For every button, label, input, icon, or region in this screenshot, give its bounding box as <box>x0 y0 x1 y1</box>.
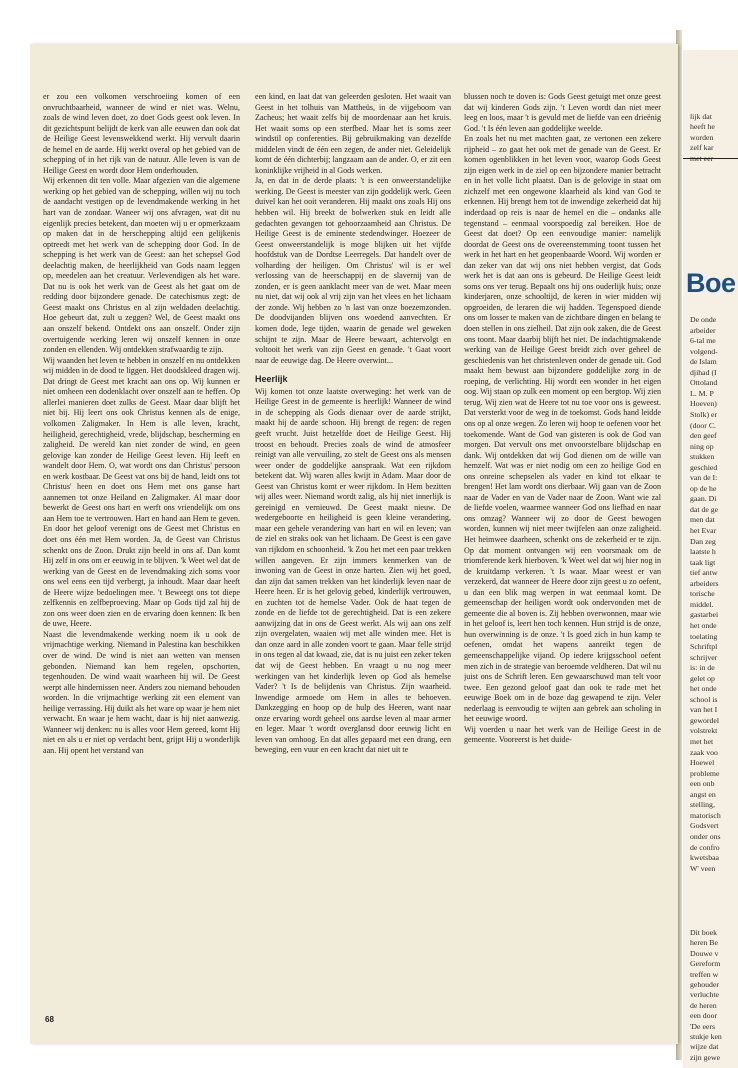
next-page-line: taak ligt <box>690 557 716 567</box>
next-page-line: (door C. <box>690 420 716 430</box>
next-page-line: matorisch <box>690 810 721 820</box>
paragraph: blussen noch te doven is: Gods Geest getuigt met onze geest dat wij kinderen Gods zijn. 't Leven wordt dan niet meer leeg en loos, maar 't is gevuld met de liefde van een drieënig God. 't Is één leven aan goddelijke weelde. <box>464 92 661 133</box>
next-page-line: school is <box>690 694 718 704</box>
next-page-line: heren Be <box>690 938 718 948</box>
next-page-line: W' veen <box>690 863 716 873</box>
next-page-line: volgend- <box>690 346 718 356</box>
next-page-line: een door <box>690 1011 718 1021</box>
next-page-line: gaan. Di <box>690 494 717 504</box>
next-page-line: een onb <box>690 779 715 789</box>
next-page-line: Hoewel <box>690 758 715 768</box>
paragraph: Wij voerden u naar het werk van de Heilige Geest in de gemeente. Vooreerst is het duide- <box>464 724 661 745</box>
next-page-line: Hoeven) <box>690 399 717 409</box>
next-page-line: onder ons <box>690 831 721 841</box>
paragraph: Wij komen tot onze laatste overweging: het werk van de Heilige Geest in de gemeente is heerlijk! Wanneer de wind in de schepping als Gods dienaar over de aarde strijkt, maakt hij de aarde schoon. Hij brengt de regen: de regen geeft vrucht. Juist hetzelfde doet de Heilige Geest. Hij troost en behoudt. Precies zoals de wind de atmosfeer reinigt van alle vervuiling, zo stelt de Geest ons als mensen weer onder de goddelijke aanspraak. Wat een rijkdom betekent dat. Wij waren alles kwijt in Adam. Maar door de Geest van Christus komt er weer rijkdom. In Hem bezitten wij alles weer. Niemand wordt zalig, als hij niet innerlijk is gereinigd en vernieuwd. De Geest maakt nieuw. De wedergeboorte en heiligheid is geen kleine verandering, maar een gehele verandering van hart en wil en leven; van de ziel en straks ook van het lichaam. De Geest is een gave van rijkdom en schoonheid. 'k Zou het met een paar trekken willen aangeven. Er zijn immers kenmerken van de inwoning van de Geest in onze harten. Zien wij het goed, dan zijn dat samen trekken van het kinderlijk leven naar de Heere heen. Er is het gelovig gebed, kinderlijk vertrouwen, en zuchten tot de hemelse Vader. Ook de haat tegen de zonde en de liefde tot de gerechtigheid. Dat is een zekere aanwijzing dat in ons de Geest werkt. Als wij aan ons zelf zijn overgelaten, waaien wij met alle winden mee. Het is dan onze aard in alle zonden voort te gaan. Maar felle strijd in ons tegen al dat kwaad, zie, dat is nu juist een zeker teken dat wij de Geest hebben. En vraagt u nu nog meer werkingen van het kinderlijk leven op God als hemelse Vader? 't Is de belijdenis van Christus. Zijn waarheid. Inwendige armoede om Hem in alles te behoeven. Dankzegging en hoop op de hulp des Heeren, want naar onze ervaring wordt geheel ons aardse leven al maar armer en leger. Maar 't wordt overglansd door eeuwig licht en leven van omhoog. En dat alles gepaard met een drang, een beweging, een vuur en een kracht dat niet uit te <box>255 386 451 755</box>
next-page-line: lijk dat <box>690 112 712 121</box>
next-page-line: met eer <box>690 153 714 163</box>
next-page-line: verluchte <box>690 990 720 1000</box>
next-page-line: op de he <box>690 483 717 493</box>
next-page-line: stelling, <box>690 800 715 810</box>
next-page-line: 6-tal me <box>690 336 716 346</box>
next-page-line: van het I <box>690 705 718 715</box>
next-page-line: het onde <box>690 620 717 630</box>
next-page-line: de Islam <box>690 357 717 367</box>
next-page-fragment <box>683 50 738 1068</box>
next-page-line: djihad (I <box>690 367 717 377</box>
next-page-line: den geef <box>690 431 717 441</box>
next-page-line: het Evar <box>690 526 717 535</box>
next-page-line: 'De eers <box>690 1021 715 1031</box>
next-page-line: L. M. P <box>690 388 714 398</box>
next-page-line: zaak voo <box>690 747 718 757</box>
next-page-line: torische <box>690 589 715 599</box>
next-page-line: schrijver <box>690 652 718 662</box>
paragraph: Naast die levendmakende werking noem ik u ook de vrijmachtige werking. Niemand in Palestina kan beschikken over de wind. De wind is niet aan wetten van mensen gebonden. Niemand kan hem regelen, opschorten, tegenhouden. De wind waait waarheen hij wil. De Geest werpt alle hindernissen neer. Anders zou niemand behouden worden. In die vrijmachtige werking zit een element van heilige verrassing. Hij duikt als het ware op waar je hem niet verwacht. En waar je hem wacht, daar is hij niet aanwezig. Wanneer wij denken: nu is alles voor Hem gereed, komt Hij niet en als u er niet op verdacht bent, grijpt Hij u wonderlijk aan. Hij opent het verstand van <box>43 629 240 755</box>
next-page-line: gelet op <box>690 673 715 683</box>
paragraph: En zoals het nu met machten gaat, ze vertonen een zekere rijpheid – zo gaat het ook met de genade van de Geest. Er komen ogenblikken in het leven voor, waarop Gods Geest zijn eigen werk in de ziel op een bijzondere manier betracht en in het volle licht plaatst. Dan is de gelovige in staat om zichzelf met een ongewone klaarheid als kind van God te erkennen. Hij brengt hem tot de inwendige zekerheid dat hij inderdaad op reis is naar de hemel en die – ondanks alle tegenstand – eenmaal voorspoedig zal bereiken. Hoe de Geest dat doet? Op een eenvoudige manier: namelijk doordat de Geest ons de overeenstemming toont tussen het werk in het hart en het geopenbaarde Woord. Wij worden er dan zeker van dat wij ons niet hebben vergist, dat Gods werk het is dat aan ons is gebeurd. De Heilige Geest leidt soms ons ver terug. Bepaalt ons hij ons ouderlijk huis; onze kinderjaren, onze schooltijd, de keren in wier midden wij opgroeiden, de leraren die wij hadden. Tegenspoed diende ons om losser te maken van de zichtbare dingen en belang te doen stellen in ons zielheil. Dat zijn ook zaken, die de Geest ons toont. Maar daarbij blijft het niet. De indachtigmakende werking van de Heilige Geest breidt zich over geheel de geschiedenis van het christenleven onder de genade uit. God maakt hem bewust aan bijzondere goddelijke zorg in de roeping, de verlichting. Hij wordt een wonder in het eigen oog. Wij staan op zulk een moment op een bergtop. Wij zien terug. Wij zien wat de Heere tot nu toe voor ons is geweest. Dat versterkt voor de weg in de toekomst. Gods hand leidde ons op al onze wegen. Zo leren wij hoop te oefenen voor het toekomende. Want de God van gisteren is ook de God van morgen. Dat vervult ons met onvoorstelbare blijdschap en dank. Wij ontdekken dat wij God dienen om de wille van hemzelf. Wat was er niet nodig om een zo heilige God en ons onreine schepselen als vader en kind tot elkaar te brengen! Het lam wordt ons dierbaar. Wij gaan van de Zoon naar de Vader en van de Vader naar de Zoon. Want wie zal de liefde voelen, waarmee wanneer God ons liefhad en naar ons omzag? Wanneer wij zo door de Geest bewogen worden, kunnen wij niet meer twijfelen aan onze zaligheid. Het heimwee daarheen, schenkt ons de zekerheid er te zijn. Op dat moment ontvangen wij een voorsmaak om de triomferende kerk hierboven. 'k Weet wel dat wij hier nog in de kruitdamp verkeren. 't Is waar. Maar weest er van verzekerd, dat wanneer de Heere door zijn geest u zo oefent, u dan een blik mag werpen in wat eenmaal komt. De gemeenschap der heiligen wordt ook ondervonden met de gemeente die al boven is. Zij hebben overwonnen, maar wie in het geloof is, leert hen toch kennen. Hun strijd is de onze, hun overwinning is de onze. 't Is goed zich in hun kamp te oefenen, omdat het wapens aanreikt tegen de gemeenschappelijke vijand. Op iedere krijgsschool oefent men zich in de strategie van beroemde veldheren. Dat wil nu juist ons de Schrift leren. Een gewaarschuwd man telt voor twee. Een gezond geloof gaat dan ook te rade met het eeuwige Boek om in de boze dag gewapend te zijn. Veler nederlaag is eenvoudig te wijten aan gebrek aan scholing in het eeuwige woord. <box>464 134 661 724</box>
next-page-line: gehouder <box>690 980 720 989</box>
next-page-line: middel. <box>690 599 714 609</box>
next-page-line: de heren <box>690 1000 717 1010</box>
next-page-line: Schriftpl <box>690 642 718 652</box>
next-page-line: dat de ge <box>690 504 719 514</box>
next-page-line: het onde <box>690 684 717 694</box>
next-page-line: de confro <box>690 842 720 852</box>
next-page-line: angst en <box>690 789 716 799</box>
next-page-line: gewordel <box>690 715 720 725</box>
next-page-line: De onde <box>690 315 717 324</box>
next-page-line: gastarbei <box>690 610 719 620</box>
next-page-line: wijze dat <box>690 1042 719 1052</box>
next-page-line: zijn gewe <box>690 1052 721 1062</box>
next-page-line: is: in de <box>690 663 715 673</box>
paragraph: er zou een volkomen verschroeiing komen of een onvruchtbaarheid, wanneer de wind er niet was. Welnu, zoals de wind leven doet, zo doet Gods geest ook leven. In dit gezichtspunt belijdt de kerk van alle eeuwen dan ook dat de Heilige Geest levenswekkend werkt. Hij vervult daarin de hemel en de aarde. Hij werkt overal op het gebied van de schepping of in het rijk van de natuur. Alle leven is van de Heilige Geest en wordt door Hem onderhouden. <box>43 92 240 175</box>
paragraph: Ja, en dat in de derde plaats: 't is een onweerstandelijke werking. De Geest is meester van zijn goddelijk werk. Geen duivel kan het ooit veranderen. Hij maakt ons zoals Hij ons hebben wil. Hij breekt de bolwerken stuk en leidt alle gedachten gevangen tot gehoorzaamheid aan Christus. De Heilige Geest is de eminente stedendwinger. Hoezeer de Geest onweerstandelijk is moge blijken uit het vijfde hoofdstuk van de Dordtse Leerregels. Dat handelt over de volharding der heiligen. Om Christus' wil is er wel verlossing van de heerschappij en de slavernij van de zonden, er is geen aanklacht meer van de wet. Maar meen nu niet, dat wij ook al vrij zijn van het vlees en het lichaam der zonde. Wij hebben zo 'n last van onze boezemzonden. De doodvijanden blijven ons woedend aanvechten. Er komen dode, lege tijden, waarin de genade wel geweken schijnt te zijn. Maar de Heere bewaart, achtervolgt en voltooit het werk van zijn Geest en genade. 't Gaat voort naar de eeuwige dag. De Heere overwint... <box>255 176 451 365</box>
next-page-line: Dan zeg <box>690 536 716 546</box>
next-page-line: ning op <box>690 441 714 451</box>
next-page-line: stukje ken <box>690 1032 722 1041</box>
page-number: 68 <box>45 1015 54 1024</box>
paragraph: Wij erkennen dit ten volle. Maar afgezien van die algemene werking op het gebied van de schepping, willen wij nu toch de aandacht vestigen op de levendmakende werking in het hart van de zondaar. Waneer wij ons afvragen, wat dit nu eigenlijk precies betekent, dan moeten wij u er opmerkzaam op maken dat in de herschepping altijd een gelijkenis optreedt met het werk van de schepping door God. In de schepping is het werk van de Geest: aan het schepsel God deelachtig maken, de heerlijkheid van Gods naam leggen op, meedelen aan het creatuur. Verlevendigen als het ware. Dat nu is ook het werk van de Geest als het gaat om de redding door bijzondere genade. De catechismus zegt: de Geest maakt ons Christus en al zijn weldaden deelachtig. Hoe gebeurt dat, zult u zeggen? Wel, de Geest maakt ons aan onszelf bekend. Ontdekt ons aan onszelf. Onder zijn overtuigende werking leren wij onszelf kennen in onze zonden en ellenden. Wij ontdekken strafwaardig te zijn. <box>43 176 240 355</box>
next-page-line: tief antw <box>690 568 718 578</box>
column-3 <box>464 92 661 1012</box>
next-page-line: geschied <box>690 462 718 472</box>
next-page-line: heeft he <box>690 122 715 132</box>
column-1 <box>43 92 240 1014</box>
next-page-line: van de I: <box>690 473 718 483</box>
next-page-line: Stolk) er <box>690 409 718 419</box>
next-page-line: Godsvert <box>690 821 719 831</box>
next-page-heading: Boe <box>686 268 736 298</box>
next-page-line: laatste h <box>690 547 716 557</box>
next-page-line: treffen w <box>690 969 719 979</box>
next-page-line: Gereform <box>690 959 721 969</box>
next-page-line: volstrekt <box>690 726 718 736</box>
section-heading: Heerlijk <box>255 374 288 385</box>
next-page-line: toelating <box>690 631 718 641</box>
next-page-line: met het <box>690 737 714 746</box>
next-page-line: arbeiders <box>690 578 719 588</box>
next-page-line: stukken <box>690 452 715 462</box>
paragraph: een kind, en laat dat van geleerden gesloten. Het waait van Geest in het tolhuis van Mattheüs, in de vijgeboom van Zacheus; het waait zelfs bij de moordenaar aan het kruis. Het waait soms op een sterfbed. Maar het is soms zeer windstil op conferenties. Bij gebruikmaking van dezelfde middelen vindt de één een zegen, de ander niet. Geleidelijk komt de één dichterbij; langzaam aan de ander. O, er zit een koninklijke vrijheid in al Gods werken. <box>255 92 451 175</box>
next-page-line: worden <box>690 132 714 142</box>
next-page-line: Douwe v <box>690 948 719 958</box>
column-2 <box>255 92 451 1010</box>
next-page-line: Dit boek <box>690 928 718 937</box>
next-page-line: men dat <box>690 515 715 525</box>
next-page-line: kwetsbaa <box>690 853 720 863</box>
next-page-line: probleme <box>690 768 720 778</box>
paragraph: Wij waanden het leven te hebben in onszelf en nu ontdekken wij midden in de dood te liggen. Het doodskleed dragen wij. Dat dringt de Geest met kracht aan ons op. Wij kunnen er niet omheen een dodenklacht over onszelf aan te heffen. Op allerlei manieren doet zulks de Geest. Maar daar blijft het niet bij. Hij leert ons ook Christus kennen als de enige, volkomen Zaligmaker. In Hem is alle leven, kracht, heiligheid, gerechtigheid, vrede, blijdschap, bescherming en zaligheid. De wereld kan niet zonder de wind, en geen gelovige kan zonder de Heilige Geest leven. Hij leeft en wandelt door Hem. O, wat wordt ons dan Christus' persoon en werk kostbaar. De Geest vat ons bij de hand, leidt ons tot Christus' heen en doet ons Hem met ons ganse hart aannemen tot onze Heiland en Zaligmaker. Al maar door bewerkt de Geest ons hart en werft ons vriendelijk om ons aan Hem toe te vertrouwen. Hart en hand aan Hem te geven. En door het geloof verenigt ons de Geest met Christus en doet ons één met Hem worden. Ja, de Geest van Christus schenkt ons de Zoon. Drukt zijn beeld in ons af. Dan komt Hij zelf in ons om er eeuwig in te blijven. 'k Weet wel dat de werking van de Geest en de levendmaking zich soms voor ons wel eens een tijd verbergt, ja inhoudt. Maar daar heeft de Heere wijze bedoelingen mee. 't Beweegt ons tot diepe zelfkennis en zelfbeproeving. Maar op Gods tijd zal hij de zon ons weer doen zien en de ervaring doen kennen: Ik ben de uwe, Heere. <box>43 355 240 629</box>
next-page-line: arbeider <box>690 325 716 335</box>
next-page-line: Ottoland <box>690 378 718 388</box>
next-page-line: zelf kar <box>690 143 714 153</box>
